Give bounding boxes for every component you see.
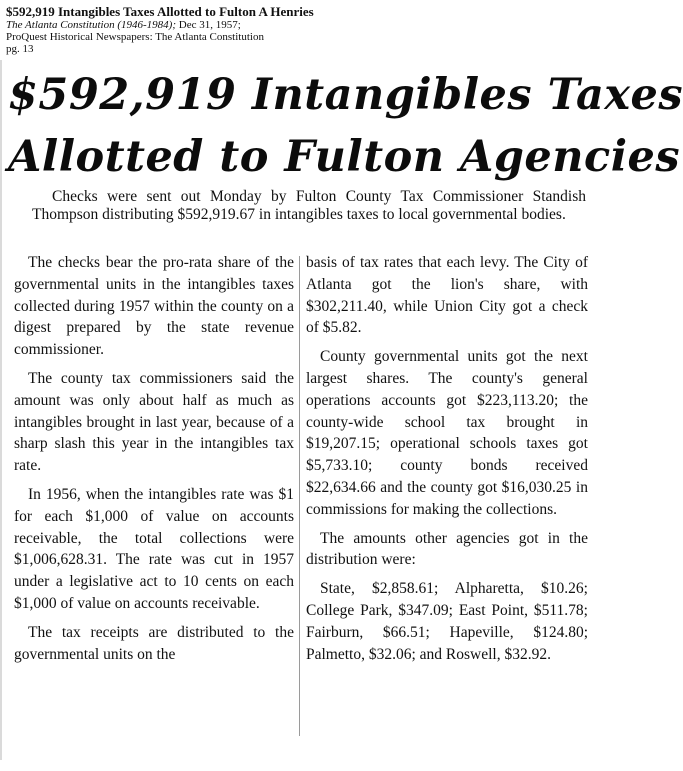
headline-line-1: $592,919 Intangibles Taxes (8, 70, 683, 120)
article-paragraph: The county tax commissioners said the amount was only about half as much as intangibles brought in last year, because of a sharp slash this year in the intangibles tax rate. (14, 369, 294, 475)
citation-database: ProQuest Historical Newspapers: The Atlanta Constitution (6, 31, 264, 43)
citation-title: $592,919 Intangibles Taxes Allotted to Fulton A Henries (6, 4, 314, 19)
article-paragraph: County governmental units got the next largest shares. The county's general operations accounts got $223,113.20; the county-wide school tax brought in $19,207.15; operational schools taxes got $5,733.10; county bonds received $22,634.66 and the county got $16,030.25 in commissions for making the collections. (306, 348, 588, 518)
article-paragraph: The amounts other agencies got in the distribution were: (306, 529, 588, 569)
article-lead: Checks were sent out Monday by Fulton County Tax Commissioner Standish Thompson distributing $592,919.67 in intangibles taxes to local governmental bodies. (32, 188, 586, 223)
article-paragraph: The checks bear the pro-rata share of the governmental units in the intangibles taxes collected during 1957 within the county on a digest prepared by the state revenue commissioner. (14, 254, 294, 359)
citation-date: Dec 31, 1957; (176, 19, 241, 31)
column-divider (299, 256, 300, 736)
headline-line-2: Allotted to Fulton Agencies (8, 132, 681, 182)
scan-edge-shadow (0, 60, 2, 760)
citation-header (6, 4, 596, 55)
article-column-left (14, 252, 294, 672)
citation-source-line (6, 19, 596, 31)
article-paragraph: In 1956, when the intangibles rate was $1 for each $1,000 of value on accounts receivable, the total collections were $1,006,628.31. The rate was cut in 1957 under a legislative act to 10 cents on each $1,000 of value on accounts receivable. (14, 485, 294, 612)
headline (8, 64, 683, 188)
citation-page: pg. 13 (6, 43, 34, 55)
article-paragraph: The tax receipts are distributed to the governmental units on the (14, 623, 294, 663)
citation-source: The Atlanta Constitution (1946-1984); (6, 19, 176, 31)
article-column-right (306, 252, 588, 672)
article-paragraph: State, $2,858.61; Alpharetta, $10.26; College Park, $347.09; East Point, $511.78; Fairburn, $66.51; Hapeville, $124.80; Palmetto, $32.06; and Roswell, $32.92. (306, 580, 588, 663)
article-paragraph: basis of tax rates that each levy. The City of Atlanta got the lion's share, with $302,211.40, while Union City got a check of $5.82. (306, 254, 588, 337)
